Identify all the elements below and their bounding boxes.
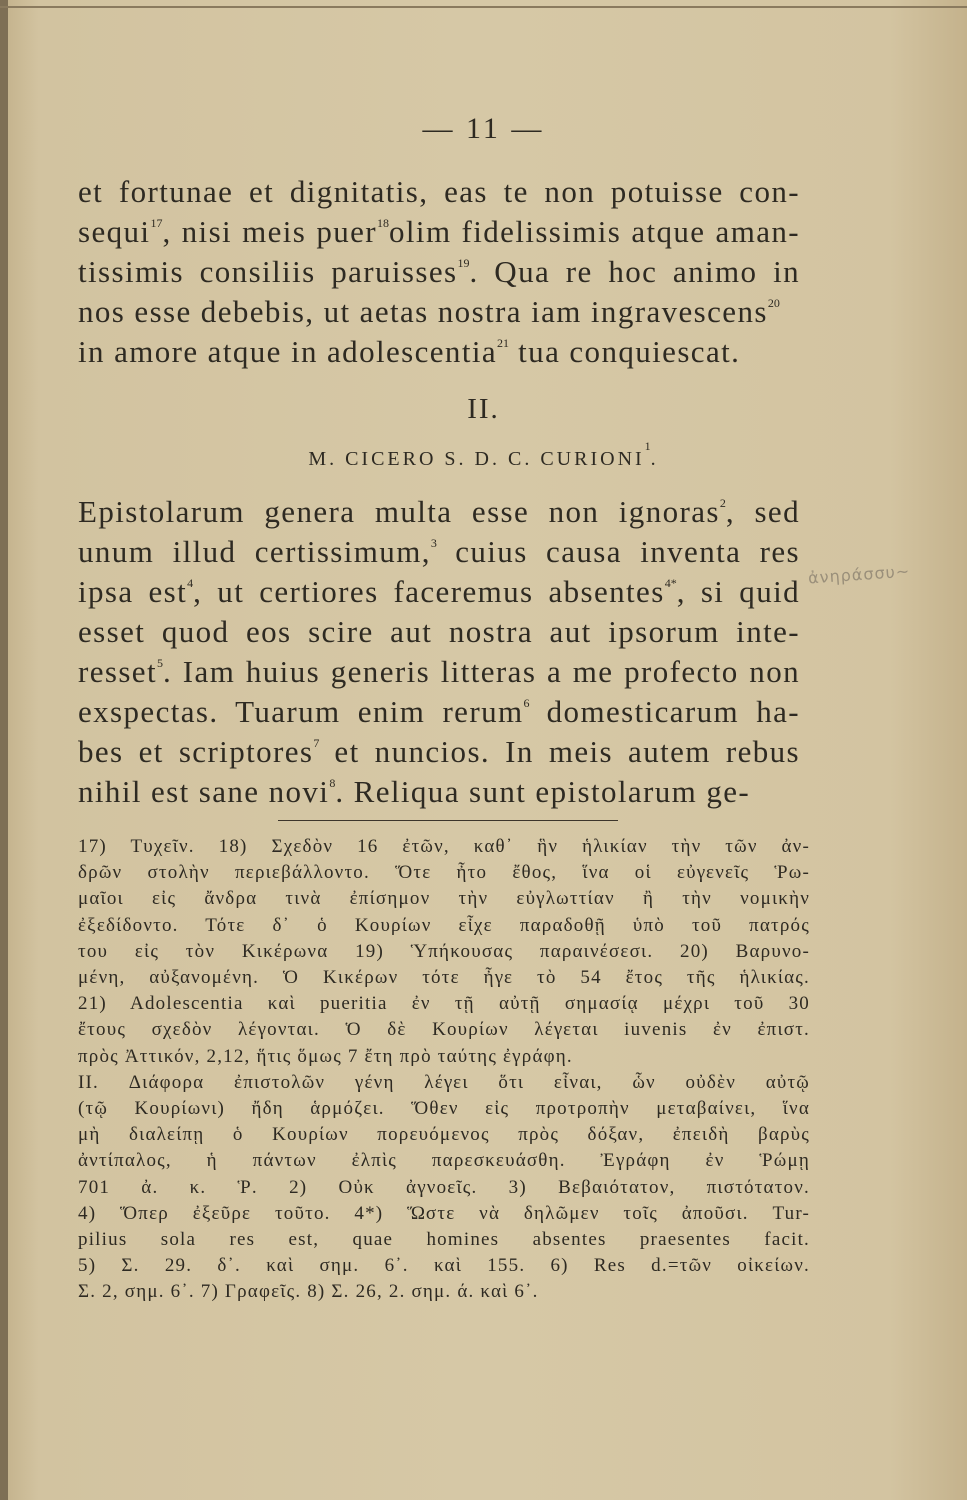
text-segment: . Reliqua sunt epistolarum ge- [335, 774, 751, 809]
text-segment: M. CICERO S. D. C. CURIONI [308, 448, 645, 470]
text-segment: nos esse debebis, ut aetas nostra iam ingravescens [78, 294, 768, 329]
footnote-marker: 4* [664, 576, 677, 590]
footnote-line: pilius sola res est, quae homines absentes praesentes facit. [78, 1229, 810, 1251]
text-line [78, 532, 800, 572]
section-number: II. [467, 393, 500, 425]
text-segment: Epistolarum genera multa esse non ignoras [78, 494, 720, 529]
footnote-line: ἐξεδίδοντο. Τότε δ᾽ ὁ Κουρίων εἶχε παραδοθῇ ὑπὸ τοῦ πατρός [78, 914, 810, 936]
footnote-marker: 1 [644, 439, 651, 453]
footnote-line: 21) Adolescentia καὶ pueritia ἐν τῇ αὐτῇ σημασίᾳ μέχρι τοῦ 30 [78, 993, 810, 1015]
text-segment: et nuncios. In meis autem rebus [319, 734, 800, 769]
footnote-line: του εἰς τὸν Κικέρωνα 19) Ὑπήκουσας παραινέσεσι. 20) Βαρυνο- [78, 940, 810, 962]
text-segment: , sed [725, 494, 800, 529]
footnote-line: μαῖοι εἰς ἄνδρα τινὰ ἐπίσημον τὴν εὐγλωττίαν ἢ τὴν νομικὴν [78, 888, 810, 910]
text-line [78, 732, 800, 772]
text-segment: domesticarum ha- [529, 694, 800, 729]
text-segment: resset [78, 654, 157, 689]
footnote-line: πρὸς Ἀττικόν, 2,12, ἥτις ὅμως 7 ἔτη πρὸ ταύτης ἐγράφη. [78, 1045, 573, 1067]
pencil-margin-note: ἀνηράσσυ~ [807, 561, 911, 588]
footnote-line: δρῶν στολὴν περιεβάλλοντο. Ὅτε ἦτο ἔθος, ἵνα οἱ εὐγενεῖς Ῥω- [78, 862, 810, 884]
text-line [78, 492, 800, 532]
text-line [78, 572, 800, 612]
text-segment: tissimis consiliis paruisses [78, 254, 458, 289]
text-segment: , nisi meis puer [162, 214, 378, 249]
footnotes [78, 834, 810, 1306]
text-line [78, 172, 800, 212]
footnote-marker: 18 [377, 216, 390, 230]
text-line [78, 692, 800, 732]
text-segment: unum illud certissimum, [78, 534, 431, 569]
footnote-line: ἔτους σχεδὸν λέγονται. Ὁ δὲ Κουρίων λέγεται iuvenis ἐν ἐπιστ. [78, 1019, 810, 1041]
section-title [0, 439, 967, 471]
text-segment: bes et scriptores [78, 734, 314, 769]
text-segment: esset quod eos scire aut nostra aut ipsorum inte- [78, 614, 800, 649]
letter-paragraph-1 [78, 172, 800, 372]
footnote-marker: 6 [523, 696, 530, 710]
footnote-line: μένη, αὐξανομένη. Ὁ Κικέρων τότε ἦγε τὸ 54 ἔτος τῆς ἡλικίας. [78, 967, 810, 989]
text-segment: exspectas. Tuarum enim rerum [78, 694, 524, 729]
text-line [78, 612, 800, 652]
footnote-line: μὴ διαλείπῃ ὁ Κουρίων πορευόμενος πρὸς δόξαν, ἐπειδὴ βαρὺς [78, 1124, 810, 1146]
text-line [78, 652, 800, 692]
text-segment: sequi [78, 214, 151, 249]
text-line [78, 292, 800, 332]
footnote-line: Σ. 2, σημ. 6᾽. 7) Γραφεῖς. 8) Σ. 26, 2. σημ. ά. καὶ 6᾽. [78, 1281, 539, 1303]
footnote-line: (τῷ Κουρίωνι) ἤδη ἁρμόζει. Ὅθεν εἰς προτροπὴν μεταβαίνει, ἵνα [78, 1098, 810, 1120]
text-segment: . [650, 448, 659, 470]
footnote-line: 701 ἀ. κ. Ῥ. 2) Οὐκ ἀγνοεῖς. 3) Βεβαιότατον, πιστότατον. [78, 1176, 810, 1198]
footnote-line: ἀντίπαλος, ἡ πάντων ἐλπὶς παρεσκευάσθη. Ἐγράφη ἐν Ῥώμῃ [78, 1150, 810, 1172]
text-segment: . Iam huius generis litteras a me profecto non [162, 654, 800, 689]
footnote-marker: 21 [497, 336, 510, 350]
text-line [78, 252, 800, 292]
text-segment: cuius causa inventa res [436, 534, 800, 569]
text-segment: tua conquiescat. [509, 334, 741, 369]
footnote-line: 4) Ὅπερ ἐξεῦρε τοῦτο. 4*) Ὥστε νὰ δηλῶμεν τοῖς ἀποῦσι. Tur- [78, 1202, 810, 1224]
footnote-marker: 3 [430, 536, 437, 550]
letter-paragraph-2 [78, 492, 800, 812]
footnote-marker: 2 [719, 496, 726, 510]
page-number: — 11 — [422, 112, 545, 145]
text-line [78, 772, 800, 812]
footnote-marker: 4 [187, 576, 194, 590]
page-top-rule [0, 6, 967, 8]
text-segment: in amore atque in adolescentia [78, 334, 498, 369]
text-segment: olim fidelissimis atque aman- [389, 214, 800, 249]
footnote-marker: 20 [767, 296, 780, 310]
text-segment: ipsa est [78, 574, 188, 609]
text-segment: , ut certiores faceremus absentes [193, 574, 665, 609]
footnote-marker: 17 [150, 216, 163, 230]
footnote-line: 5) Σ. 29. δ᾽. καὶ σημ. 6᾽. καὶ 155. 6) Res d.=τῶν οἰκείων. [78, 1255, 810, 1277]
text-segment: . Qua re hoc animo in [469, 254, 800, 289]
text-segment: nihil est sane novi [78, 774, 330, 809]
footnote-marker: 5 [156, 656, 163, 670]
footnote-line: 17) Τυχεῖν. 18) Σχεδὸν 16 ἐτῶν, καθ᾽ ἣν ἡλικίαν τὴν τῶν ἀν- [78, 836, 810, 857]
footnote-separator [278, 820, 618, 821]
text-line [78, 212, 800, 252]
text-segment: et fortunae et dignitatis, eas te non potuisse con- [78, 174, 800, 209]
text-line [78, 332, 800, 372]
footnote-line: II. Διάφορα ἐπιστολῶν γένη λέγει ὅτι εἶναι, ὧν οὐδὲν αὐτῷ [78, 1071, 810, 1093]
footnote-marker: 8 [329, 776, 336, 790]
footnote-marker: 19 [457, 256, 470, 270]
text-segment: , si quid [676, 574, 801, 609]
page-binding-edge [0, 0, 8, 1500]
footnote-marker: 7 [313, 736, 320, 750]
